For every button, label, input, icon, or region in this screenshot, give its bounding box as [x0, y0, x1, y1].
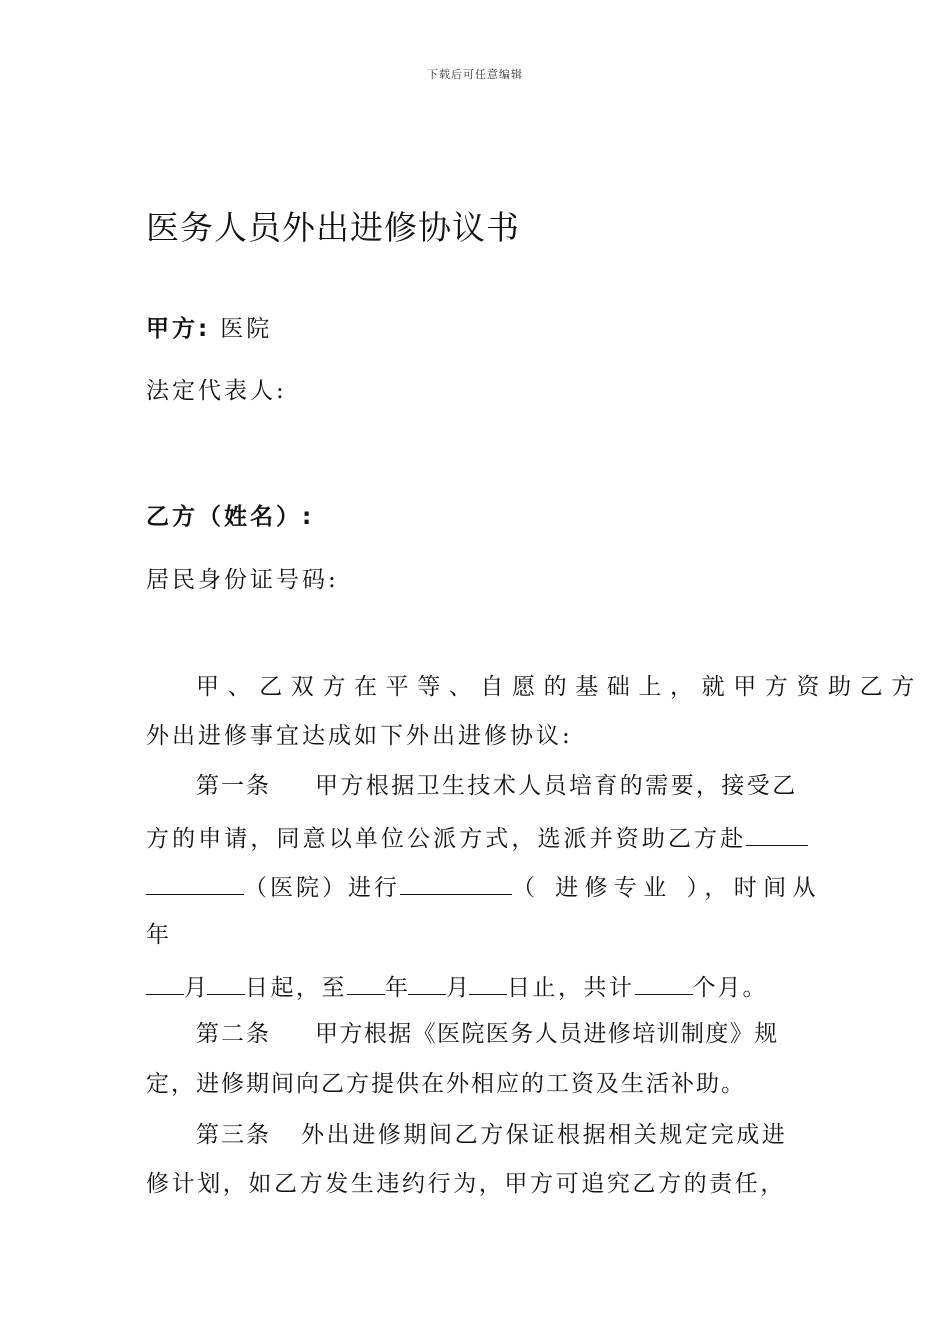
header-note: 下载后可任意编辑 [427, 68, 523, 81]
months-text: 个月。 [692, 975, 768, 1001]
month-text: 月 [184, 975, 207, 1001]
article-1-line-5 [146, 970, 808, 1003]
intro-line-1 [146, 672, 923, 702]
day-end-text: 日止，共计 [507, 975, 635, 1001]
article-1-line-2 [146, 821, 808, 854]
destination-blank-1 [746, 821, 808, 846]
article-1-heading: 第一条 [196, 773, 271, 799]
article-2-text-1: 甲方根据《医院医务人员进修培训制度》规 [315, 1021, 779, 1047]
article-3-line-1 [146, 1120, 808, 1150]
intro-text-2: 外出进修事宜达成如下外出进修协议: [146, 723, 573, 749]
start-day-blank [207, 970, 245, 995]
end-year-blank [347, 970, 385, 995]
destination-blank-2 [146, 870, 244, 895]
party-a-value: 医院 [220, 316, 273, 342]
article-2-line-1 [146, 1019, 808, 1049]
legal-representative-line [146, 372, 287, 405]
intro-text-1: 甲、乙双方在平等、自愿的基础上，就甲方资助乙方 [196, 674, 923, 700]
end-day-blank [469, 970, 507, 995]
end-month-blank [408, 970, 446, 995]
intro-line-2 [146, 721, 808, 751]
major-blank [400, 870, 512, 895]
article-1-text-2: 方的申请，同意以单位公派方式，选派并资助乙方赴 [146, 826, 747, 852]
article-1-line-3 [146, 870, 822, 903]
article-1-line-1 [146, 771, 808, 801]
article-1-text-1: 甲方根据卫生技术人员培育的需要，接受乙 [315, 773, 798, 799]
legal-representative-label: 法定代表人: [146, 378, 287, 404]
article-1-year-text: 年 [146, 922, 169, 948]
article-3-text-2: 修计划，如乙方发生违约行为，甲方可追究乙方的责任， [146, 1171, 786, 1197]
article-1-hospital-text: （医院）进行 [244, 875, 400, 901]
party-b-line [146, 498, 314, 531]
id-number-line [146, 561, 339, 594]
article-3-line-2 [146, 1169, 808, 1199]
article-2-text-2: 定，进修期间向乙方提供在外相应的工资及生活补助。 [146, 1071, 746, 1097]
article-1-line-4 [146, 920, 808, 950]
start-month-blank [146, 970, 184, 995]
month-end-text: 月 [446, 975, 469, 1001]
day-start-text: 日起，至 [245, 975, 347, 1001]
party-a-line [146, 310, 272, 343]
article-2-heading: 第二条 [196, 1021, 271, 1047]
party-b-label: 乙方（姓名）: [146, 504, 315, 530]
article-3-heading: 第三条 [196, 1122, 271, 1148]
article-1-major-text: （ 进修专业 ），时间从 [512, 875, 822, 901]
article-2-line-2 [146, 1069, 808, 1099]
id-number-label: 居民身份证号码: [146, 567, 339, 593]
article-3-text-1: 外出进修期间乙方保证根据相关规定完成进 [301, 1122, 788, 1148]
year-text: 年 [385, 975, 408, 1001]
party-a-label: 甲方: [146, 316, 211, 342]
total-months-blank [635, 970, 693, 995]
document-title: 医务人员外出进修协议书 [146, 208, 520, 247]
